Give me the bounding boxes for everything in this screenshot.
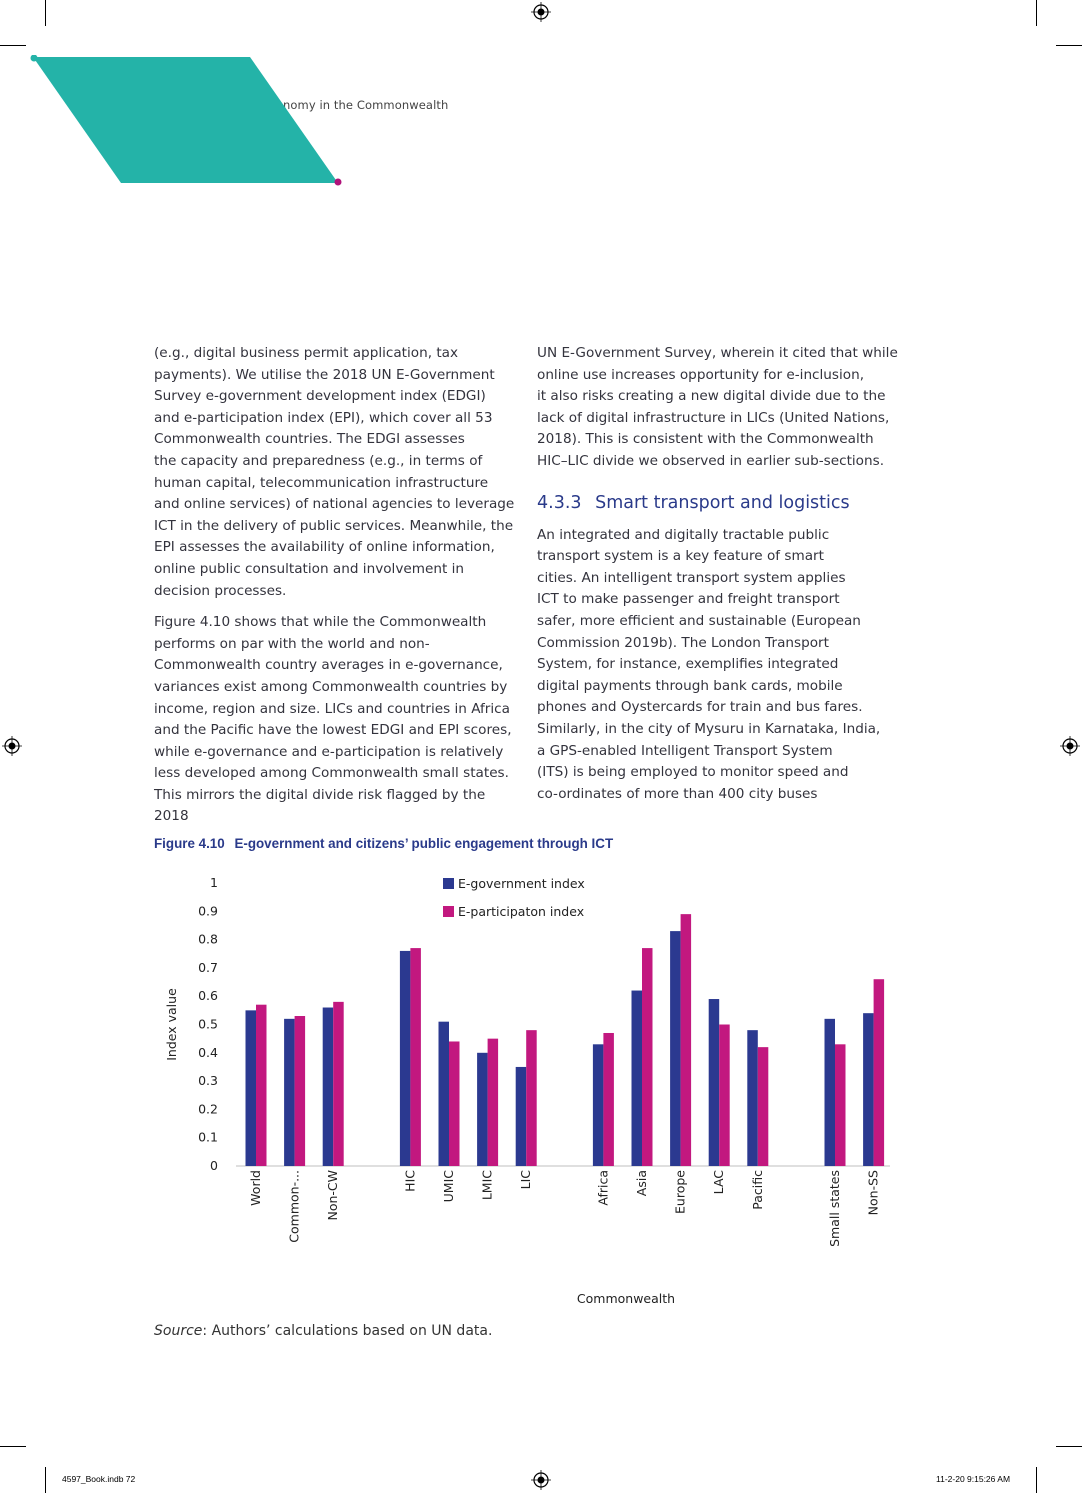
x-tick-label: Small states: [827, 1170, 842, 1247]
left-text-column: [154, 343, 516, 838]
bar-epart: [449, 1041, 460, 1166]
bar-egov: [516, 1067, 527, 1166]
bar-egov: [825, 1019, 836, 1166]
y-tick-label: 0.4: [198, 1044, 218, 1060]
slug-right: 11-2-20 9:15:26 AM: [936, 1474, 1011, 1484]
y-tick-label: 0.7: [198, 959, 218, 975]
bar-epart: [835, 1044, 846, 1166]
crop-mark: [1036, 1467, 1037, 1493]
figure-caption: [154, 836, 613, 851]
x-tick-label: Non-SS: [865, 1170, 881, 1216]
bar-epart: [256, 1005, 267, 1166]
figure-title: E-government and citizens’ public engagement through ICT: [234, 836, 614, 851]
registration-mark-icon: [1060, 736, 1080, 756]
bar-egov: [284, 1019, 295, 1166]
bar-egov: [709, 999, 720, 1166]
x-tick-label: Non-CW: [325, 1170, 341, 1221]
x-tick-label: LAC: [711, 1170, 727, 1195]
slug-left: 4597_Book.indb 72: [62, 1474, 136, 1484]
section-number: 4.3.3: [537, 492, 582, 513]
body-paragraph: UN E-Government Survey, wherein it cited that while online use increases opportunity for e-inclusion, it also risks creating a new digital divide due to the lack of digital infrastructure in LICs (United Nations, 2018). This is consistent with the Commonwealth HIC–LIC divide we observed in earlier sub-sections.: [537, 345, 898, 469]
bar-egov: [632, 991, 643, 1166]
x-tick-label: HIC: [402, 1170, 418, 1192]
x-tick-label: World: [248, 1170, 263, 1206]
x-tick-label: Asia: [634, 1170, 649, 1197]
x-tick-label: Pacific: [749, 1170, 765, 1210]
bar-epart: [758, 1047, 769, 1166]
body-paragraph: Figure 4.10 shows that while the Commonwealth performs on par with the world and non- Commonwealth country averages in e-governance, variances exist among Commonwealth countries by income, region and size. LICs and countries in Africa and the Pacific have the lowest EDGI and EPI scores, while e-governance and e-participation is relatively less developed among Commonwealth small states. This mirrors the digital divide risk flagged by the 2018: [154, 614, 512, 825]
bar-egov: [477, 1053, 488, 1166]
y-tick-label: 0.9: [198, 903, 218, 919]
bar-epart: [874, 979, 885, 1166]
bar-epart: [333, 1002, 344, 1166]
bar-epart: [603, 1033, 614, 1166]
bar-egov: [863, 1013, 874, 1166]
x-tick-label: LIC: [518, 1170, 534, 1190]
legend-swatch: [443, 878, 454, 889]
legend-label: E-government index: [458, 876, 585, 891]
x-tick-label: LMIC: [479, 1170, 495, 1201]
section-heading: [537, 491, 899, 515]
bar-epart: [488, 1039, 499, 1166]
registration-mark-icon: [531, 2, 551, 22]
source-text: : Authors’ calculations based on UN data.: [202, 1323, 493, 1339]
y-tick-label: 0.8: [198, 931, 218, 947]
crop-mark: [45, 1467, 46, 1493]
x-tick-label: Europe: [672, 1170, 688, 1214]
right-text-column: [537, 343, 899, 815]
bar-egov: [323, 1008, 334, 1166]
bar-epart: [295, 1016, 306, 1166]
bar-epart: [642, 948, 653, 1166]
crop-mark: [45, 0, 46, 26]
y-tick-label: 1: [210, 875, 218, 890]
bar-epart: [719, 1025, 730, 1167]
body-paragraph: An integrated and digitally tractable public transport system is a key feature of smart cities. An intelligent transport system applies ICT to make passenger and freight transport safer, more efficient and sustainable (European Commission 2019b). The London Transport System, for instance, exemplifies integrated digital payments through bank cards, mobile phones and Oystercards for train and bus fares. Similarly, in the city of Mysuru in Karnataka, India, a GPS-enabled Intelligent Transport System (ITS) is being employed to monitor speed and co-ordinates of more than 400 city buses: [537, 526, 881, 802]
crop-mark: [0, 45, 26, 46]
bar-egov: [670, 931, 681, 1166]
registration-mark-icon: [531, 1470, 551, 1490]
y-tick-label: 0.2: [198, 1101, 218, 1117]
header-parallelogram: [30, 55, 342, 187]
bar-egov: [747, 1030, 758, 1166]
registration-mark-icon: [2, 736, 22, 756]
bar-egov: [439, 1022, 450, 1166]
bar-chart: [150, 868, 910, 1318]
crop-mark: [1056, 45, 1082, 46]
bar-epart: [410, 948, 421, 1166]
bar-egov: [400, 951, 411, 1166]
y-tick-label: 0.3: [198, 1073, 218, 1089]
bar-epart: [526, 1030, 537, 1166]
legend-swatch: [443, 906, 454, 917]
source-label: Source: [154, 1323, 203, 1339]
section-title: Smart transport and logistics: [595, 492, 850, 513]
y-tick-label: 0.5: [198, 1016, 218, 1032]
legend-label: E-participaton index: [458, 904, 585, 919]
running-head: nomy in the Commonwealth: [283, 98, 449, 112]
crop-mark: [1056, 1446, 1082, 1447]
y-axis-label: Index value: [164, 988, 179, 1061]
x-tick-label: Africa: [595, 1170, 611, 1206]
x-tick-label: Common-...: [286, 1170, 302, 1243]
bar-epart: [681, 914, 692, 1166]
x-axis-label: Commonwealth: [576, 1291, 676, 1306]
bar-egov: [593, 1044, 604, 1166]
crop-mark: [1036, 0, 1037, 26]
x-tick-label: UMIC: [441, 1170, 456, 1203]
y-tick-label: 0.6: [198, 988, 218, 1004]
body-paragraph: (e.g., digital business permit application, tax payments). We utilise the 2018 UN E-Government Survey e-government development index (EDGI) and e-participation index (EPI), which cover all 53 Commonwealth countries. The EDGI assesses the capacity and preparedness (e.g., in terms of human capital, telecommunication infrastructure and online services) of national agencies to leverage ICT in the delivery of public services. Meanwhile, the EPI assesses the availability of online information, online public consultation and involvement in decision processes.: [154, 345, 515, 599]
y-tick-label: 0.1: [198, 1129, 218, 1145]
crop-mark: [0, 1446, 26, 1447]
y-tick-label: 0: [210, 1158, 218, 1173]
bar-egov: [246, 1010, 257, 1166]
figure-source: [154, 1323, 492, 1339]
figure-number: Figure 4.10: [154, 836, 225, 851]
